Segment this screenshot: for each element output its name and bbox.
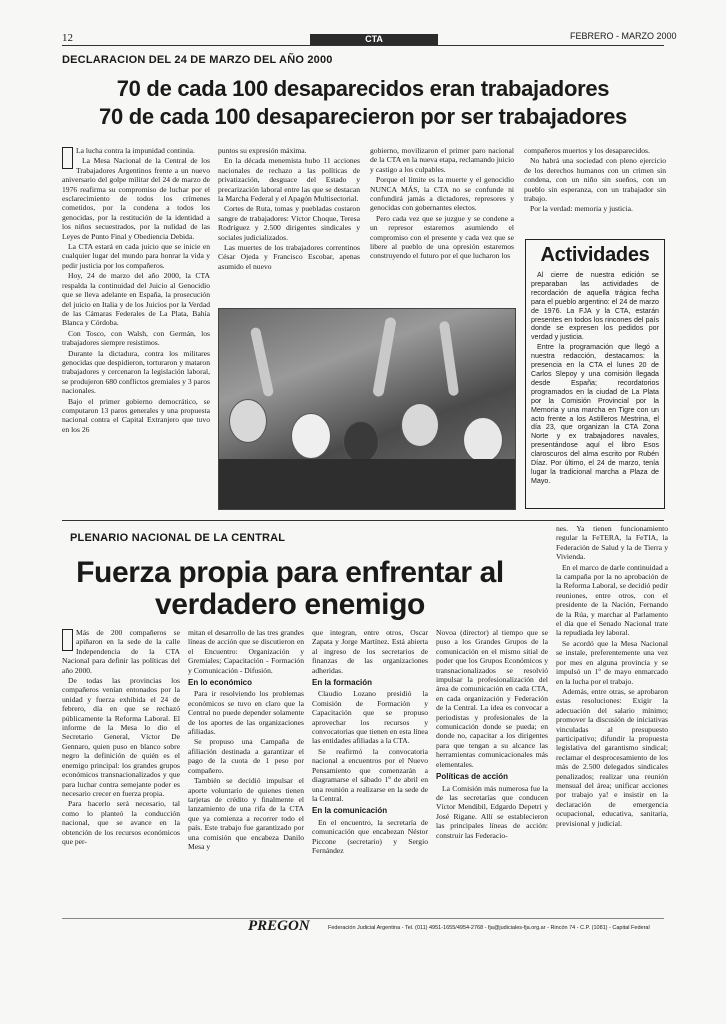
footer-rule	[62, 918, 664, 919]
paragraph: Se acordó que la Mesa Nacional se instale, preferentemente una vez por mes en alguna provincia y se impulsó un 1º de mayo enmarcado en la lucha por el trabajo.	[556, 638, 668, 686]
paragraph: puntos su expresión máxima.	[218, 146, 307, 155]
paragraph: No habrá una sociedad con pleno ejercicio de los derechos humanos con un crimen sin condena, con un niño sin sueños, con un pueblo sin esperanza, con un trabajador sin trabajo.	[524, 156, 666, 204]
paragraph: Hoy, 24 de marzo del año 2000, la CTA respalda la continuidad del Juicio al Genocidio que se lleva adelante en España, la prosecución del juicio en Italia y de los Juicios por la Verdad de las Cámaras Federales de La Plata, Bahía Blanca y Córdoba.	[62, 271, 210, 328]
article1-title-line1: 70 de cada 100 desaparecidos eran trabajadores	[116, 76, 610, 101]
drop-mark	[62, 629, 73, 651]
paragraph: De todas las provincias los compañeros venían entonados por la unidad y fuerza exhibida el 24 de febrero, día en que se rechazó públicamente la Reforma Laboral. El informe de la Mesa lo dio el Secretario General, Víctor De Gennaro, quien puso en blanco sobre negro la definición de quién es el enemigo principal: los grandes grupos económicos transnacionalizados y que para luchar contra semejante poder es necesario crecer en fuerza propia.	[62, 676, 180, 798]
activities-body	[531, 271, 659, 486]
section-separator	[62, 520, 664, 521]
pregon-logo: PREGON	[248, 918, 310, 934]
paragraph: Claudio Lozano presidió la Comisión de Formación y Capacitación que se propuso aprovechar los recursos y convocatorias que tienen en esta línea las entidades afiliadas a la CTA.	[312, 689, 428, 746]
paragraph: Con Tosco, con Walsh, con Germán, los trabajadores siempre resistimos.	[62, 328, 210, 348]
paragraph: Durante la dictadura, contra los militares genocidas que despidieron, torturaron y mataron trabajadores y cercenaron la legislación laboral, se produjeron 680 conflictos gremiales y 3 paros nacionales.	[62, 348, 210, 396]
article1-kicker: DECLARACION DEL 24 DE MARZO DEL AÑO 2000	[62, 54, 333, 66]
article2-title-line2: verdadero enemigo	[155, 588, 425, 621]
paragraph: Para ir resolviendo los problemas económicos se tuvo en claro que la Central no puede depender solamente de los aportes de las organizaciones afiliadas.	[188, 689, 304, 737]
header-rule	[62, 45, 664, 46]
paragraph: que integran, entre otros, Oscar Zapata y Jorge Martínez. Está abierta al ingreso de los secretarios de finanzas de las organizaciones adheridas.	[312, 628, 428, 675]
person-head	[401, 403, 439, 447]
paragraph: Más de 200 compañeros se apiñaron en la sede de la calle Independencia de la CTA Nacional para definir las políticas del año 2000.	[62, 628, 180, 675]
raised-arm	[372, 317, 397, 398]
person-head	[229, 399, 267, 443]
paragraph: nes. Ya tienen funcionamiento regular la FeTERA, la FeTIA, la Federación de Salud y la de Tierra y Vivienda.	[556, 524, 668, 562]
paragraph: Cortes de Ruta, tomas y puebladas costaron sangre de trabajadores: Víctor Choque, Teresa Rodríguez y 2.500 dirigentes sindicales y sociales judicializados.	[218, 204, 360, 242]
paragraph: La Mesa Nacional de la Central de los Trabajadores Argentinos frente a un nuevo aniversario del golpe militar del 24 de marzo de 1976 reafirma su compromiso de luchar por el esclarecimiento de todos los crímenes cometidos, por la condena a todos los genocidas, por la restitución de la identidad a los niños secuestrados, por la nulidad de las Leyes de Punto Final y Obediencia Debida.	[62, 156, 210, 241]
article2-column-5	[556, 524, 668, 916]
article2-title-line1: Fuerza propia para enfrentar al	[76, 556, 504, 589]
paragraph: También se decidió impulsar el aporte voluntario de quienes tienen tarjetas de crédito y finalmente el lanzamiento de una rifa de la CTA que ya comienza a recorrer todo el país. Este trabajo fue garantizado por una comisión que encabeza Danilo Mesa y	[188, 776, 304, 851]
raised-arm	[439, 321, 459, 397]
person-head	[463, 417, 503, 463]
issue-date: FEBRERO - MARZO 2000	[570, 31, 677, 41]
subhead: En la formación	[312, 678, 373, 688]
paragraph: Al cierre de nuestra edición se preparaban las actividades de recordación de aquella trágica fecha para el pueblo argentino: el 24 de marzo de 1976. La FJA y la CTA, estarán presentes en todos los rincones del país donde se expresen los pedidos por verdad y justicia.	[531, 271, 659, 342]
page-number: 12	[62, 32, 73, 44]
paragraph: Se propuso una Campaña de afiliación destinada a garantizar el pago de la cuota de 1 peso por compañero.	[188, 737, 304, 775]
paragraph: En la década menemista hubo 11 acciones nacionales de rechazo a las políticas de privatización, desguace del Estado y precarización laboral entre las que se destacan la Marcha Federal y el Apagón Multisectorial.	[218, 156, 360, 204]
protest-photo	[218, 308, 516, 510]
paragraph: Las muertes de los trabajadores correntinos César Ojeda y Francisco Escobar, apenas asumido el nuevo	[218, 243, 360, 271]
article1-column-3	[370, 146, 514, 306]
paragraph: Pero cada vez que se juzgue y se condene a un represor estaremos asumiendo el compromiso con el presente y cada vez que se libere al pueblo de una opresión estaremos construyendo el futuro por el que lucharon los	[370, 213, 514, 261]
paragraph: mitan el desarrollo de las tres grandes líneas de acción que se discutieron en el Encuentro: Organización y Gremiales; Capacitación - Formación y Comunicación - Difusión.	[188, 628, 304, 675]
activities-title: Actividades	[540, 244, 650, 266]
subhead: En la comunicación	[312, 806, 388, 816]
drop-mark	[62, 147, 73, 169]
paragraph: compañeros muertos y los desaparecidos.	[524, 146, 650, 155]
paragraph: La CTA estará en cada juicio que se inicie en cualquier lugar del mundo para honrar la vida y pedir justicia por los compañeros.	[62, 242, 210, 270]
article2-kicker: PLENARIO NACIONAL DE LA CENTRAL	[70, 532, 286, 544]
article1-column-4	[524, 146, 666, 236]
paragraph: gobierno, movilizaron el primer paro nacional de la CTA en la nueva etapa, reclamando juicio y castigo a los culpables.	[370, 146, 514, 174]
paragraph: Para hacerlo será necesario, tal como lo planteó la conducción nacional, que se avance en la obtención de los recursos económicos que per-	[62, 799, 180, 846]
paragraph: Entre la programación que llegó a nuestra redacción, destacamos: la presencia en la CTA el lunes 20 de Carlos Slepoy y una comisión llegada desde España; recordatorios programados en la ciudad de La Plata por la Comisión Provincial por la Memoria y una marcha en Tigre con un acto frente a los Astilleros Mestrina, el día 23, que organizan la CTA Zona Norte y ex trabajadores navales, presentándose aquí el libro Esos claroscuros del alma escrito por Rubén Díaz. Por último, el 24 de marzo, tenía lugar la tradicional marcha a Plaza de Mayo.	[531, 343, 659, 485]
article1-column-2	[218, 146, 360, 306]
paragraph: La lucha contra la impunidad continúa.	[76, 146, 195, 155]
crowd-silhouette	[219, 459, 515, 509]
paragraph: Porque el límite es la muerte y el genocidio NUNCA MÁS, la CTA no se confunde ni confundirá jamás a dictadores, represores y genocidas con gobernantes electos.	[370, 175, 514, 213]
paragraph: La Comisión más numerosa fue la de las secretarías que conducen Víctor Mendibil, Edgardo Depetri y José Rigane. Allí se establecieron las principales líneas de acción: construir las Federacio-	[436, 783, 548, 840]
subhead: En lo económico	[188, 678, 253, 688]
article2-column-4	[436, 628, 548, 916]
article2-column-2	[188, 628, 304, 916]
person-head	[343, 421, 379, 463]
footer-contact: Federación Judicial Argentina - Tel. (011) 4951-1655/4954-2768 - fja@judiciales-fja.org.ar - Rincón 74 - C.P. (1081) - Capital Federal	[328, 925, 650, 931]
paragraph: Además, entre otras, se aprobaron estas resoluciones: Exigir la adecuación del salario mínimo; promover la discusión de iniciativas vinculadas al presupuesto participativo; difundir la propuesta legislativa del garantismo sindical; reclamar el desprocesamiento de los más de 2.500 delegados sindicales penalizados; realizar una reunión mensual del área; unificar acciones por trabajo ya! e insistir en la declaración de emergencia ocupacional, educativa, sanitaria, previsional y judicial.	[556, 686, 668, 828]
person-head	[291, 413, 331, 459]
paragraph: En el encuentro, la secretaría de comunicación que encabezan Néstor Piccone (secretario) y Sergio Fernández	[312, 817, 428, 855]
paragraph: Se reafirmó la convocatoria nacional a encuentros por el Nuevo Pensamiento que comenzarán a diagramarse el sábado 1º de abril en una reunión a realizarse en la sede de la Central.	[312, 746, 428, 803]
paragraph: En el marco de darle continuidad a la campaña por la no aprobación de la Reforma Laboral, se decidió pedir reuniones, entre otros, con el presidente de la Nación, Fernando de la Rúa, y marchar al Parlamento el día que el Senado Nacional trate la repudiada ley laboral.	[556, 562, 668, 638]
section-label: CTA	[310, 34, 438, 45]
paragraph: Bajo el primer gobierno democrático, se computaron 13 paros generales y una propuesta nacional contra el Capital Extranjero que tuvo en los 26	[62, 396, 210, 434]
article2-column-1	[62, 628, 180, 916]
raised-arm	[250, 327, 274, 398]
article1-title-line2: 70 de cada 100 desaparecieron por ser trabajadores	[99, 104, 627, 129]
article1-column-1	[62, 146, 210, 518]
paragraph: Por la verdad: memoria y justicia.	[530, 204, 633, 214]
subhead: Políticas de acción	[436, 772, 509, 782]
article2-column-3	[312, 628, 428, 916]
paragraph: Novoa (director) al tiempo que se puso a los Grandes Grupos de la comunicación en el mismo sitial de poder que los Grupos Económicos y transnacionalizados se resolvió impulsar la profesionalización del área de comunicación en cada CTA, en cada organización y Federación de la Central. La idea es convocar a periodistas y profesionales de la comunicación donde se pueda; en donde no, capacitar a los dirigentes para que tengan a su alcance las herramientas comunicacionales más elementales.	[436, 628, 548, 769]
activities-box	[525, 239, 665, 509]
